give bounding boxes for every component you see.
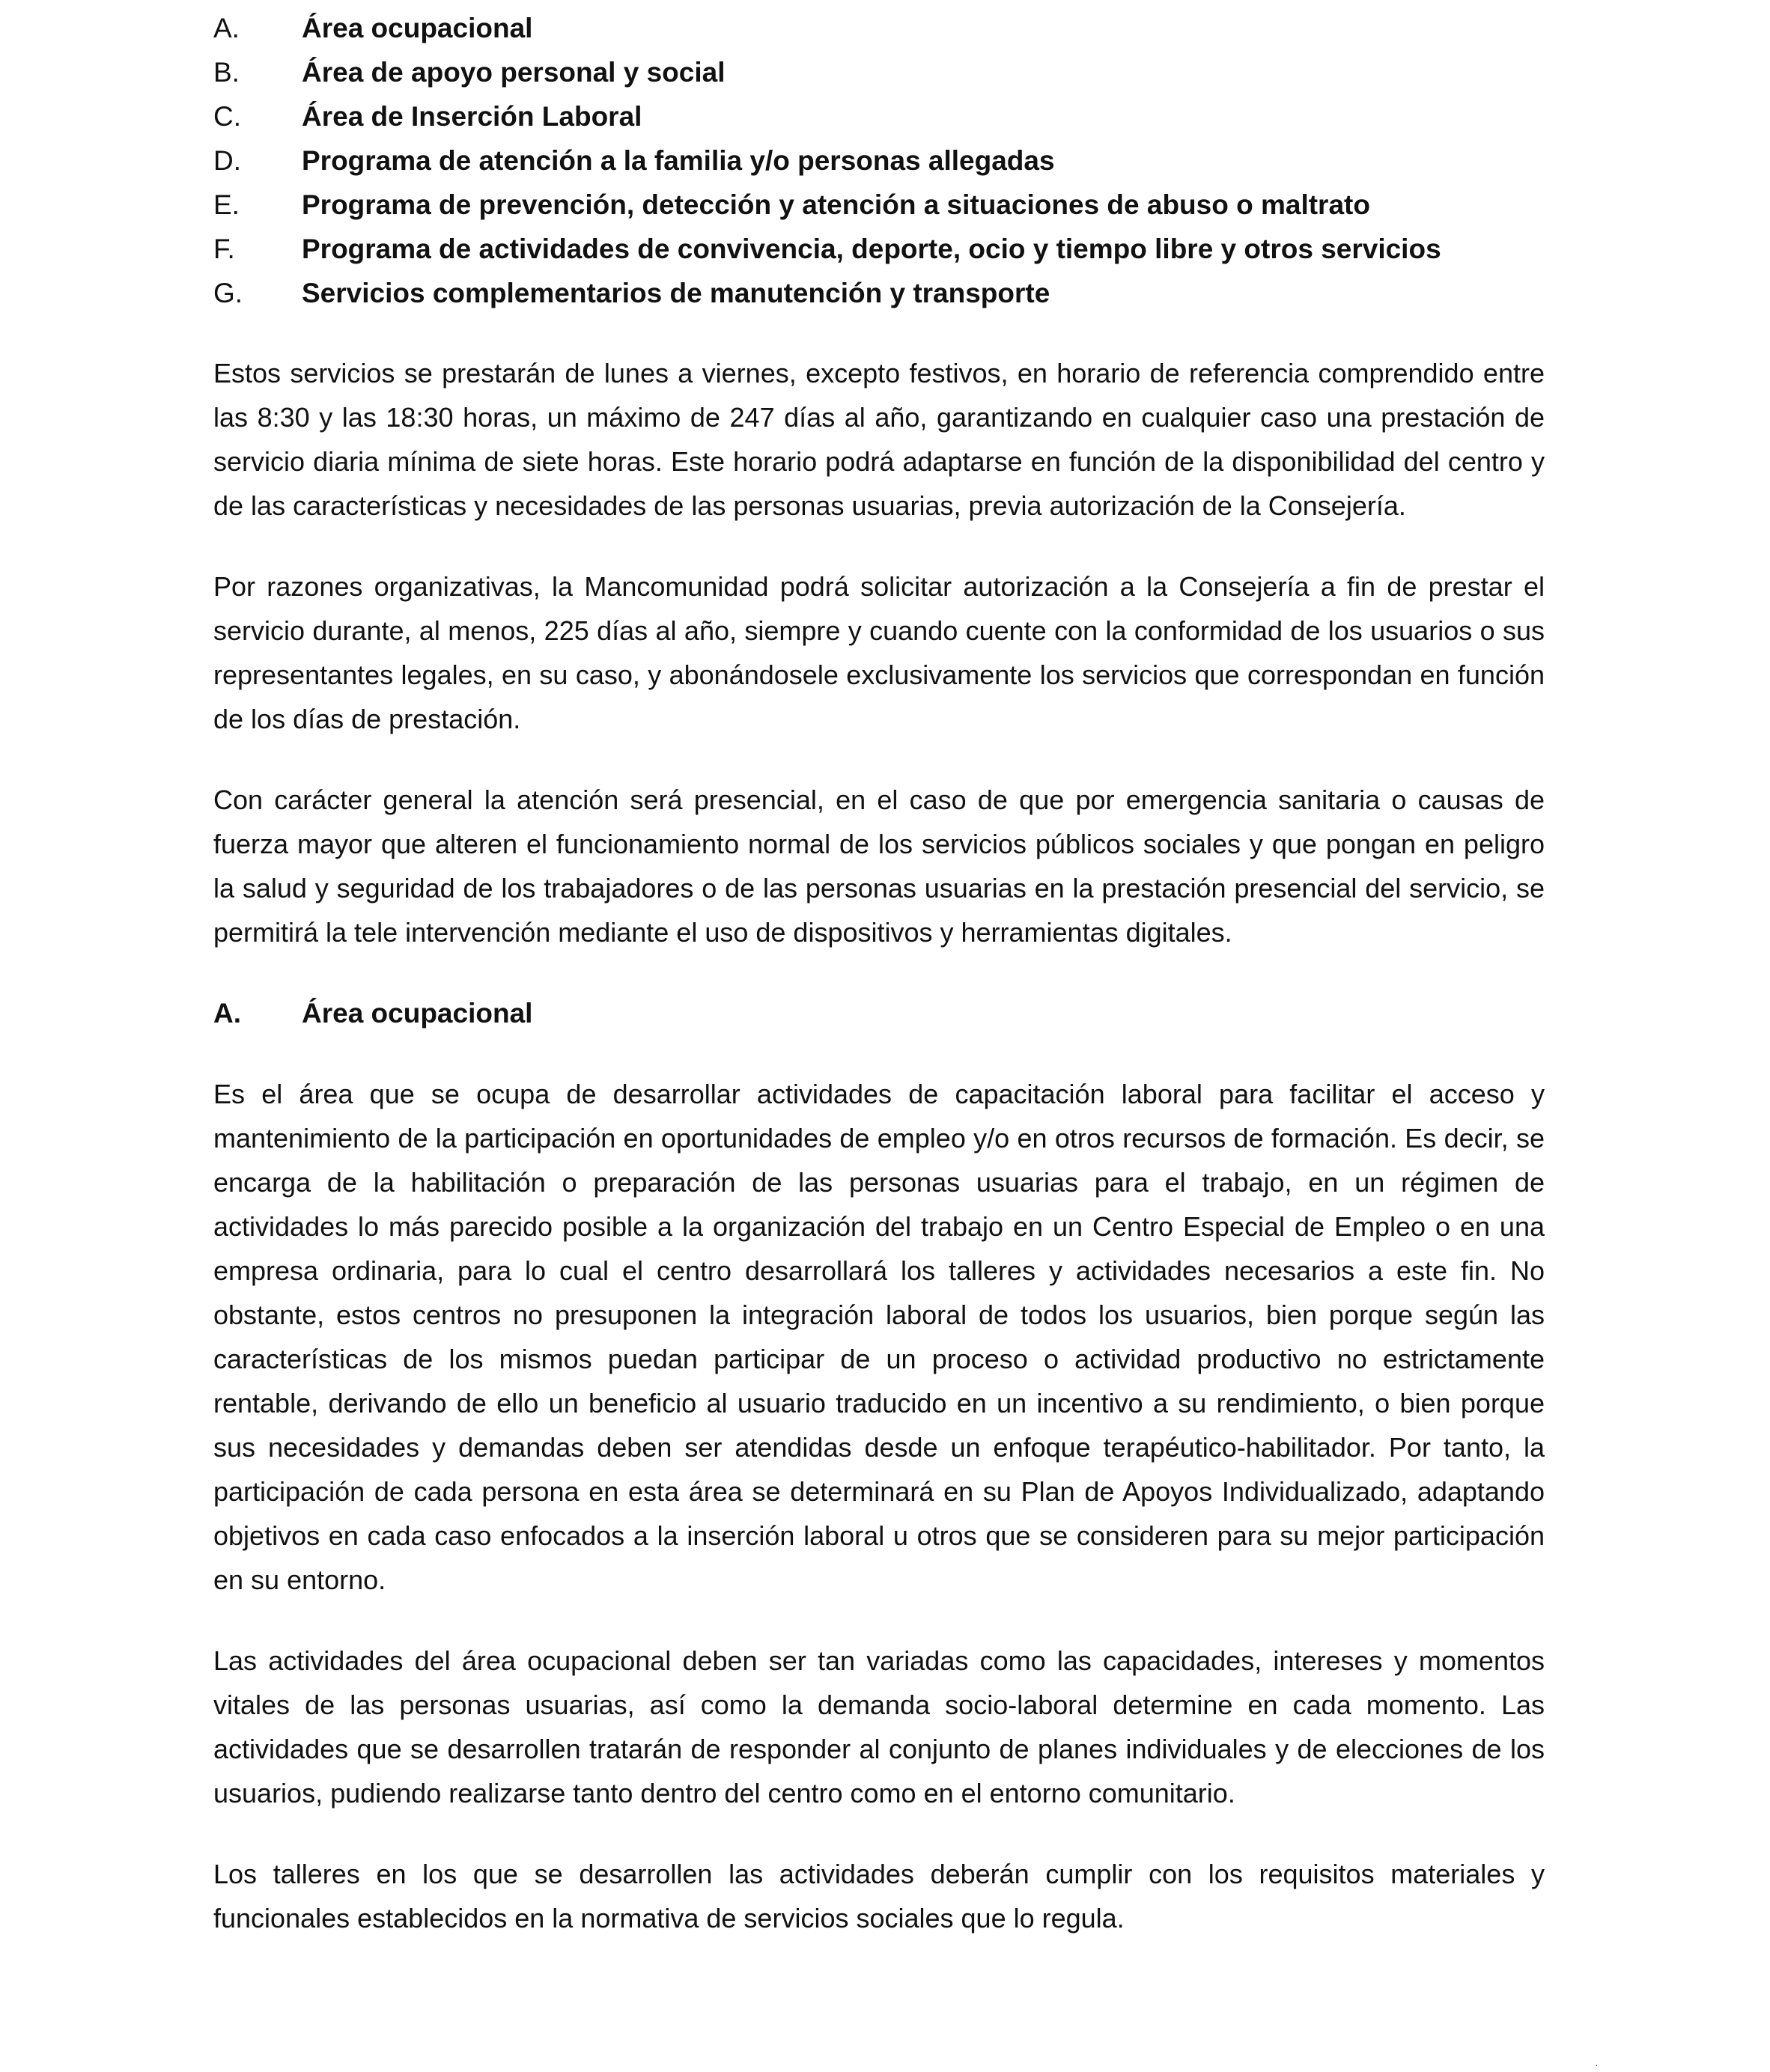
document-page	[213, 6, 1545, 1940]
list-item-title: Programa de prevención, detección y atención a situaciones de abuso o maltrato	[302, 189, 1370, 220]
list-item	[213, 227, 1545, 271]
list-item-title: Programa de actividades de convivencia, deporte, ocio y tiempo libre y otros servicios	[302, 234, 1441, 264]
list-item	[213, 183, 1545, 227]
section-heading-area-ocupacional	[213, 991, 1545, 1035]
section-paragraph: Los talleres en los que se desarrollen las actividades deberán cumplir con los requisitos materiales y funcionales establecidos en la normativa de servicios sociales que lo regula.	[213, 1859, 1545, 1934]
list-item-letter: A.	[213, 13, 240, 43]
section-paragraph: Las actividades del área ocupacional deben ser tan variadas como las capacidades, intereses y momentos vitales de las personas usuarias, así como la demanda socio-laboral determine en cada momento. Las actividades que se desarrollen tratarán de responder al conjunto de planes individuales y de elecciones de los usuarios, pudiendo realizarse tanto dentro del centro como en el entorno comunitario.	[213, 1645, 1545, 1809]
list-item-letter: G.	[213, 278, 243, 308]
page-mark: ·	[1595, 2059, 1599, 2071]
schedule-paragraph: Estos servicios se prestarán de lunes a viernes, excepto festivos, en horario de referencia comprendido entre las 8:30 y las 18:30 horas, un máximo de 247 días al año, garantizando en cualquier caso una prestación de servicio diaria mínima de siete horas. Este horario podrá adaptarse en función de la disponibilidad del centro y de las características y necesidades de las personas usuarias, previa autorización de la Consejería.	[213, 358, 1545, 521]
list-item	[213, 138, 1545, 183]
list-item-title: Área ocupacional	[302, 13, 533, 43]
list-item-title: Programa de atención a la familia y/o personas allegadas	[302, 145, 1055, 176]
list-item-title: Servicios complementarios de manutención y transporte	[302, 278, 1050, 308]
section-title: Área ocupacional	[302, 998, 533, 1029]
list-item	[213, 50, 1545, 94]
list-item-letter: B.	[213, 57, 240, 88]
list-item-letter: D.	[213, 145, 241, 176]
general-attention-paragraph: Con carácter general la atención será presencial, en el caso de que por emergencia sanitaria o causas de fuerza mayor que alteren el funcionamiento normal de los servicios públicos sociales y que pongan en peligro la salud y seguridad de los trabajadores o de las personas usuarias en la prestación presencial del servicio, se permitirá la tele intervención mediante el uso de dispositivos y herramientas digitales.	[213, 784, 1545, 948]
list-item-title: Área de apoyo personal y social	[302, 57, 726, 88]
services-index-list	[213, 6, 1545, 315]
list-item-letter: C.	[213, 101, 241, 132]
list-item-title: Área de Inserción Laboral	[302, 101, 642, 132]
list-item	[213, 271, 1545, 315]
list-item	[213, 6, 1545, 50]
list-item-letter: E.	[213, 189, 240, 220]
section-paragraph: Es el área que se ocupa de desarrollar actividades de capacitación laboral para facilitar el acceso y mantenimiento de la participación en oportunidades de empleo y/o en otros recursos de formación. Es decir, se encarga de la habilitación o preparación de las personas usuarias para el trabajo, en un régimen de actividades lo más parecido posible a la organización del trabajo en un Centro Especial de Empleo o en una empresa ordinaria, para lo cual el centro desarrollará los talleres y actividades necesarios a este fin. No obstante, estos centros no presuponen la integración laboral de todos los usuarios, bien porque según las características de los mismos puedan participar de un proceso o actividad productivo no estrictamente rentable, derivando de ello un beneficio al usuario traducido en un incentivo a su rendimiento, o bien porque sus necesidades y demandas deben ser atendidas desde un enfoque terapéutico-habilitador. Por tanto, la participación de cada persona en esta área se determinará en su Plan de Apoyos Individualizado, adaptando objetivos en cada caso enfocados a la inserción laboral u otros que se consideren para su mejor participación en su entorno.	[213, 1079, 1545, 1595]
list-item-letter: F.	[213, 234, 235, 264]
organizational-paragraph: Por razones organizativas, la Mancomunidad podrá solicitar autorización a la Consejería a fin de prestar el servicio durante, al menos, 225 días al año, siempre y cuando cuente con la conformidad de los usuarios o sus representantes legales, en su caso, y abonándosele exclusivamente los servicios que correspondan en función de los días de prestación.	[213, 571, 1545, 734]
section-letter: A.	[213, 998, 241, 1029]
list-item	[213, 94, 1545, 138]
